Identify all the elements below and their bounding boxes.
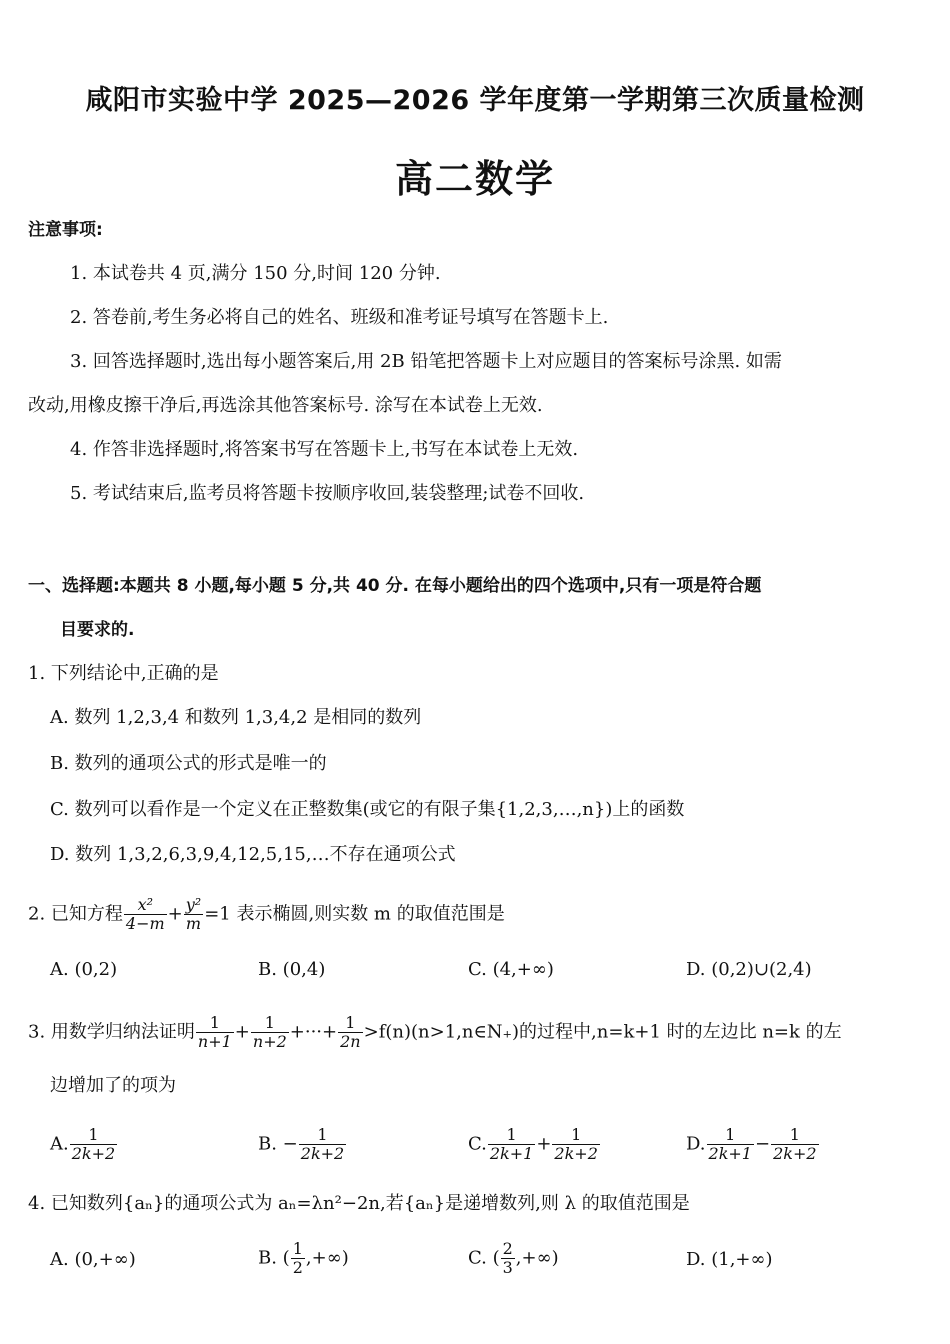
fraction [501,1240,515,1277]
section-heading: 一、选择题:本题共 8 小题,每小题 5 分,共 40 分. 在每小题给出的四个选项中,只有一项是符合题 [28,576,762,596]
plus-sign: + [167,903,183,925]
fraction-denominator: 2k+2 [71,1144,116,1163]
fraction [707,1126,754,1163]
fraction-denominator: 2k+1 [708,1144,752,1163]
notice-item: 4. 作答非选择题时,将答案书写在答题卡上,书写在本试卷上无效. [70,439,579,460]
fraction-numerator: 1 [292,1239,303,1258]
question-4-option-a: A. (0,+∞) [50,1249,136,1270]
notice-item: 1. 本试卷共 4 页,满分 150 分,时间 120 分钟. [70,263,441,284]
fraction-denominator: n+1 [197,1032,232,1051]
fraction-numerator: y² [185,895,202,914]
option-label: C. [468,1133,487,1155]
fraction [291,1240,305,1277]
question-1-option-a: A. 数列 1,2,3,4 和数列 1,3,4,2 是相同的数列 [50,707,422,728]
fraction-denominator: 2k+2 [773,1144,817,1163]
fraction-numerator: 1 [571,1125,582,1144]
option-label: D. [686,1133,706,1155]
fraction-numerator: 1 [209,1013,220,1032]
fraction [184,896,203,933]
interval-tail: ,+∞) [305,1247,349,1269]
question-3-option-d: D. $\frac{1}{2k+1}$ − $\frac{1}{2k+2}$ [686,1125,817,1163]
exam-title: 咸阳市实验中学 2025—2026 学年度第一学期第三次质量检测 [85,85,865,116]
fraction-numerator: 1 [317,1125,328,1144]
option-label: B. − [258,1133,298,1155]
fraction-numerator: 1 [264,1013,275,1032]
question-3-option-b [258,1126,347,1163]
question-1-option-d: D. 数列 1,3,2,6,3,9,4,12,5,15,…不存在通项公式 [50,844,456,865]
option-label: B. ( [258,1247,290,1269]
fraction-numerator: 1 [725,1125,736,1144]
option-label: C. ( [468,1247,500,1269]
question-3-option-a [50,1126,118,1163]
question-1-option-c: C. 数列可以看作是一个定义在正整数集(或它的有限子集{1,2,3,…,n})上的函数 [50,799,685,820]
option-label: A. [50,1133,69,1155]
question-4-option-b [258,1240,349,1277]
fraction [338,1014,362,1051]
notice-heading: 注意事项: [28,220,103,240]
fraction [552,1126,599,1163]
fraction-numerator: 1 [506,1125,517,1144]
fraction [771,1126,818,1163]
question-2-option-b: B. (0,4) [258,959,326,980]
fraction-numerator: 1 [789,1125,800,1144]
question-2-stem [28,896,505,933]
notice-item: 2. 答卷前,考生务必将自己的姓名、班级和准考证号填写在答题卡上. [70,307,609,328]
fraction-denominator: 3 [502,1258,513,1277]
question-2-option-d: D. (0,2)∪(2,4) [686,959,812,980]
fraction-denominator: n+2 [252,1032,287,1051]
question-4-option-c [468,1240,559,1277]
fraction-numerator: 1 [345,1013,356,1032]
fraction [251,1014,289,1051]
question-3-tail: >f(n)(n>1,n∈N₊)的过程中,n=k+1 时的左边比 n=k 的左 [363,1021,842,1043]
fraction-denominator: 4−m [125,914,165,933]
question-4-option-d: D. (1,+∞) [686,1249,773,1270]
fraction-numerator: x² [137,895,153,914]
fraction-numerator: 2 [502,1239,513,1258]
exam-subject: 高二数学 [394,157,555,201]
fraction-denominator: 2k+2 [554,1144,598,1163]
fraction-numerator: 1 [88,1125,99,1144]
section-heading-continued: 目要求的. [60,620,135,640]
question-3-stem-continued: 边增加了的项为 [50,1075,176,1096]
fraction [488,1126,535,1163]
fraction [70,1126,117,1163]
question-3-lead: 3. 用数学归纳法证明 [28,1021,195,1043]
question-2-option-c: C. (4,+∞) [468,959,554,980]
question-1-stem: 1. 下列结论中,正确的是 [28,663,219,684]
fraction [196,1014,234,1051]
notice-item: 3. 回答选择题时,选出每小题答案后,用 2B 铅笔把答题卡上对应题目的答案标号涂黑. 如需 [70,351,782,372]
fraction-denominator: 2 [292,1258,303,1277]
notice-item-continued: 改动,用橡皮擦干净后,再选涂其他答案标号. 涂写在本试卷上无效. [28,395,543,416]
fraction-denominator: 2n [340,1032,361,1051]
fraction [124,896,167,933]
question-2-lead: 2. 已知方程 [28,903,123,925]
fraction-denominator: 2k+2 [300,1144,345,1163]
question-3-stem: 3. 用数学归纳法证明 $\frac{1}{n+1}$ + $\frac{1}{n+2}$ +···+ $\frac{1}{2n}$ >f(n)(n>1,n∈N₊)的过程中,n=k+1 时的左边比 n=k 的左 [28,1013,842,1051]
notice-item: 5. 考试结束后,监考员将答题卡按顺序收回,装袋整理;试卷不回收. [70,483,585,504]
question-2-option-a: A. (0,2) [50,959,118,980]
fraction [299,1126,346,1163]
question-2-tail: =1 表示椭圆,则实数 m 的取值范围是 [204,903,505,925]
interval-tail: ,+∞) [515,1247,559,1269]
question-3-option-c: C. $\frac{1}{2k+1}$ + $\frac{1}{2k+2}$ [468,1125,598,1163]
ellipsis: +···+ [289,1021,338,1043]
question-1-option-b: B. 数列的通项公式的形式是唯一的 [50,753,327,774]
fraction-denominator: m [184,914,203,933]
fraction-denominator: 2k+1 [489,1144,534,1163]
question-4-stem: 4. 已知数列{aₙ}的通项公式为 aₙ=λn²−2n,若{aₙ}是递增数列,则 λ 的取值范围是 [28,1193,690,1214]
